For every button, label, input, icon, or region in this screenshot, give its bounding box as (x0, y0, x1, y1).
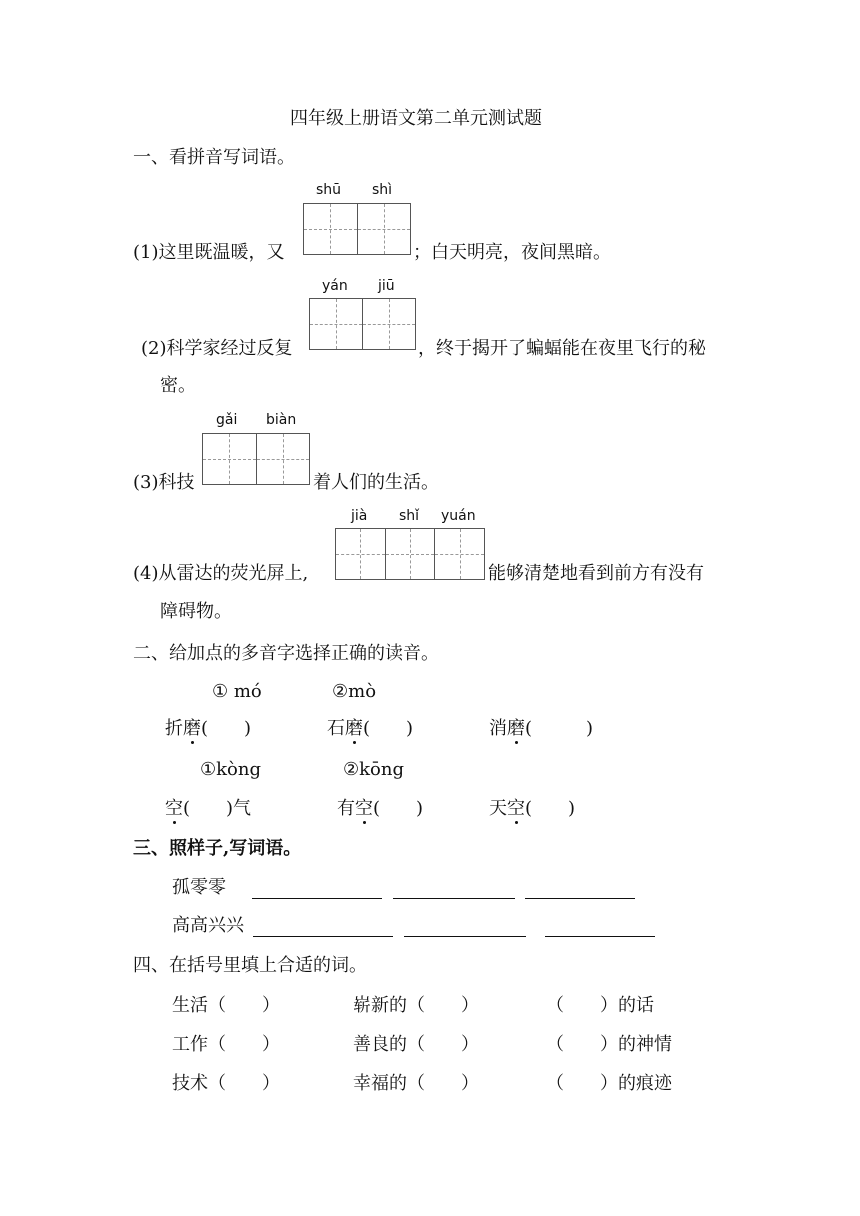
grid-cell[interactable] (257, 434, 310, 484)
answer-paren[interactable]: ( )气 (183, 798, 252, 819)
q3-answer-grid[interactable] (202, 433, 310, 485)
answer-paren[interactable]: ( ) (525, 718, 594, 739)
option-mo4: ②mò (332, 681, 377, 702)
section-1-heading: 一、看拼音写词语。 (133, 147, 295, 168)
fill-item[interactable]: （ ）的神情 (546, 1034, 672, 1055)
fill-item[interactable]: 善良的（ ） (353, 1034, 479, 1055)
fill-item[interactable]: （ ）的话 (546, 995, 654, 1016)
answer-paren[interactable]: ( ) (363, 718, 414, 739)
dotted-char: 空 (355, 798, 373, 819)
fill-item[interactable]: 幸福的（ ） (353, 1073, 479, 1094)
grid-cell[interactable] (336, 529, 386, 579)
pinyin-jiu: jiū (378, 278, 395, 294)
section-3-heading: 三、照样子,写词语。 (133, 838, 302, 859)
page-title: 四年级上册语文第二单元测试题 (290, 108, 542, 129)
item-zhemo (165, 718, 251, 740)
q4-answer-grid[interactable] (335, 528, 485, 580)
q1-prefix: (1)这里既温暖，又 (133, 242, 285, 263)
item-youkong (337, 798, 423, 820)
fill-item[interactable]: 生活（ ） (172, 995, 280, 1016)
q2-answer-grid[interactable] (309, 298, 416, 350)
answer-line[interactable] (393, 898, 515, 899)
fill-item[interactable]: 工作（ ） (172, 1034, 280, 1055)
q4-prefix: (4)从雷达的荧光屏上, (133, 563, 309, 584)
fill-item[interactable]: 崭新的（ ） (353, 995, 479, 1016)
dotted-char: 空 (165, 798, 183, 819)
option-kong4: ①kòng (200, 759, 261, 780)
answer-paren[interactable]: ( ) (373, 798, 424, 819)
pinyin-shi: shì (372, 182, 393, 198)
char: 折 (165, 718, 183, 739)
q4-continuation: 障碍物。 (160, 601, 232, 622)
pinyin-bian: biàn (266, 412, 297, 428)
grid-cell[interactable] (304, 204, 358, 254)
pinyin-yan: yán (322, 278, 348, 294)
pinyin-shu: shū (316, 182, 342, 198)
q2-prefix: (2)科学家经过反复 (141, 338, 293, 359)
answer-line[interactable] (404, 936, 526, 937)
dotted-char: 磨 (183, 718, 201, 739)
q2-suffix: ，终于揭开了蝙蝠能在夜里飞行的秘 (418, 338, 706, 359)
answer-paren[interactable]: ( ) (525, 798, 576, 819)
q4-suffix: 能够清楚地看到前方有没有 (488, 563, 704, 584)
char: 有 (337, 798, 355, 819)
q3-prefix: (3)科技 (133, 472, 195, 493)
pinyin-shi2: shǐ (399, 508, 420, 524)
char: 石 (327, 718, 345, 739)
item-shimo (327, 718, 413, 740)
answer-line[interactable] (252, 898, 382, 899)
answer-line[interactable] (253, 936, 393, 937)
example-word-1: 孤零零 (172, 877, 226, 898)
pinyin-yuan: yuán (441, 508, 476, 524)
q2-continuation: 密。 (160, 375, 196, 396)
section-4-heading: 四、在括号里填上合适的词。 (133, 955, 367, 976)
q1-suffix: ；白天明亮，夜间黑暗。 (413, 242, 611, 263)
q1-answer-grid[interactable] (303, 203, 411, 255)
grid-cell[interactable] (358, 204, 411, 254)
grid-cell[interactable] (363, 299, 415, 349)
pinyin-jia: jià (351, 508, 368, 524)
option-mo2: ① mó (212, 681, 262, 702)
fill-item[interactable]: 技术（ ） (172, 1073, 280, 1094)
pinyin-gai: gǎi (216, 412, 238, 428)
q3-suffix: 着人们的生活。 (313, 472, 439, 493)
char: 消 (489, 718, 507, 739)
grid-cell[interactable] (435, 529, 484, 579)
example-word-2: 高高兴兴 (172, 915, 244, 936)
answer-paren[interactable]: ( ) (201, 718, 252, 739)
grid-cell[interactable] (203, 434, 257, 484)
answer-line[interactable] (525, 898, 635, 899)
grid-cell[interactable] (386, 529, 436, 579)
option-kong1: ②kōng (343, 759, 404, 780)
dotted-char: 磨 (507, 718, 525, 739)
item-xiaomo (489, 718, 593, 740)
item-tiankong (489, 798, 575, 820)
grid-cell[interactable] (310, 299, 363, 349)
item-kongqi (165, 798, 251, 820)
answer-line[interactable] (545, 936, 655, 937)
dotted-char: 空 (507, 798, 525, 819)
fill-item[interactable]: （ ）的痕迹 (546, 1073, 672, 1094)
dotted-char: 磨 (345, 718, 363, 739)
char: 天 (489, 798, 507, 819)
section-2-heading: 二、给加点的多音字选择正确的读音。 (133, 643, 439, 664)
